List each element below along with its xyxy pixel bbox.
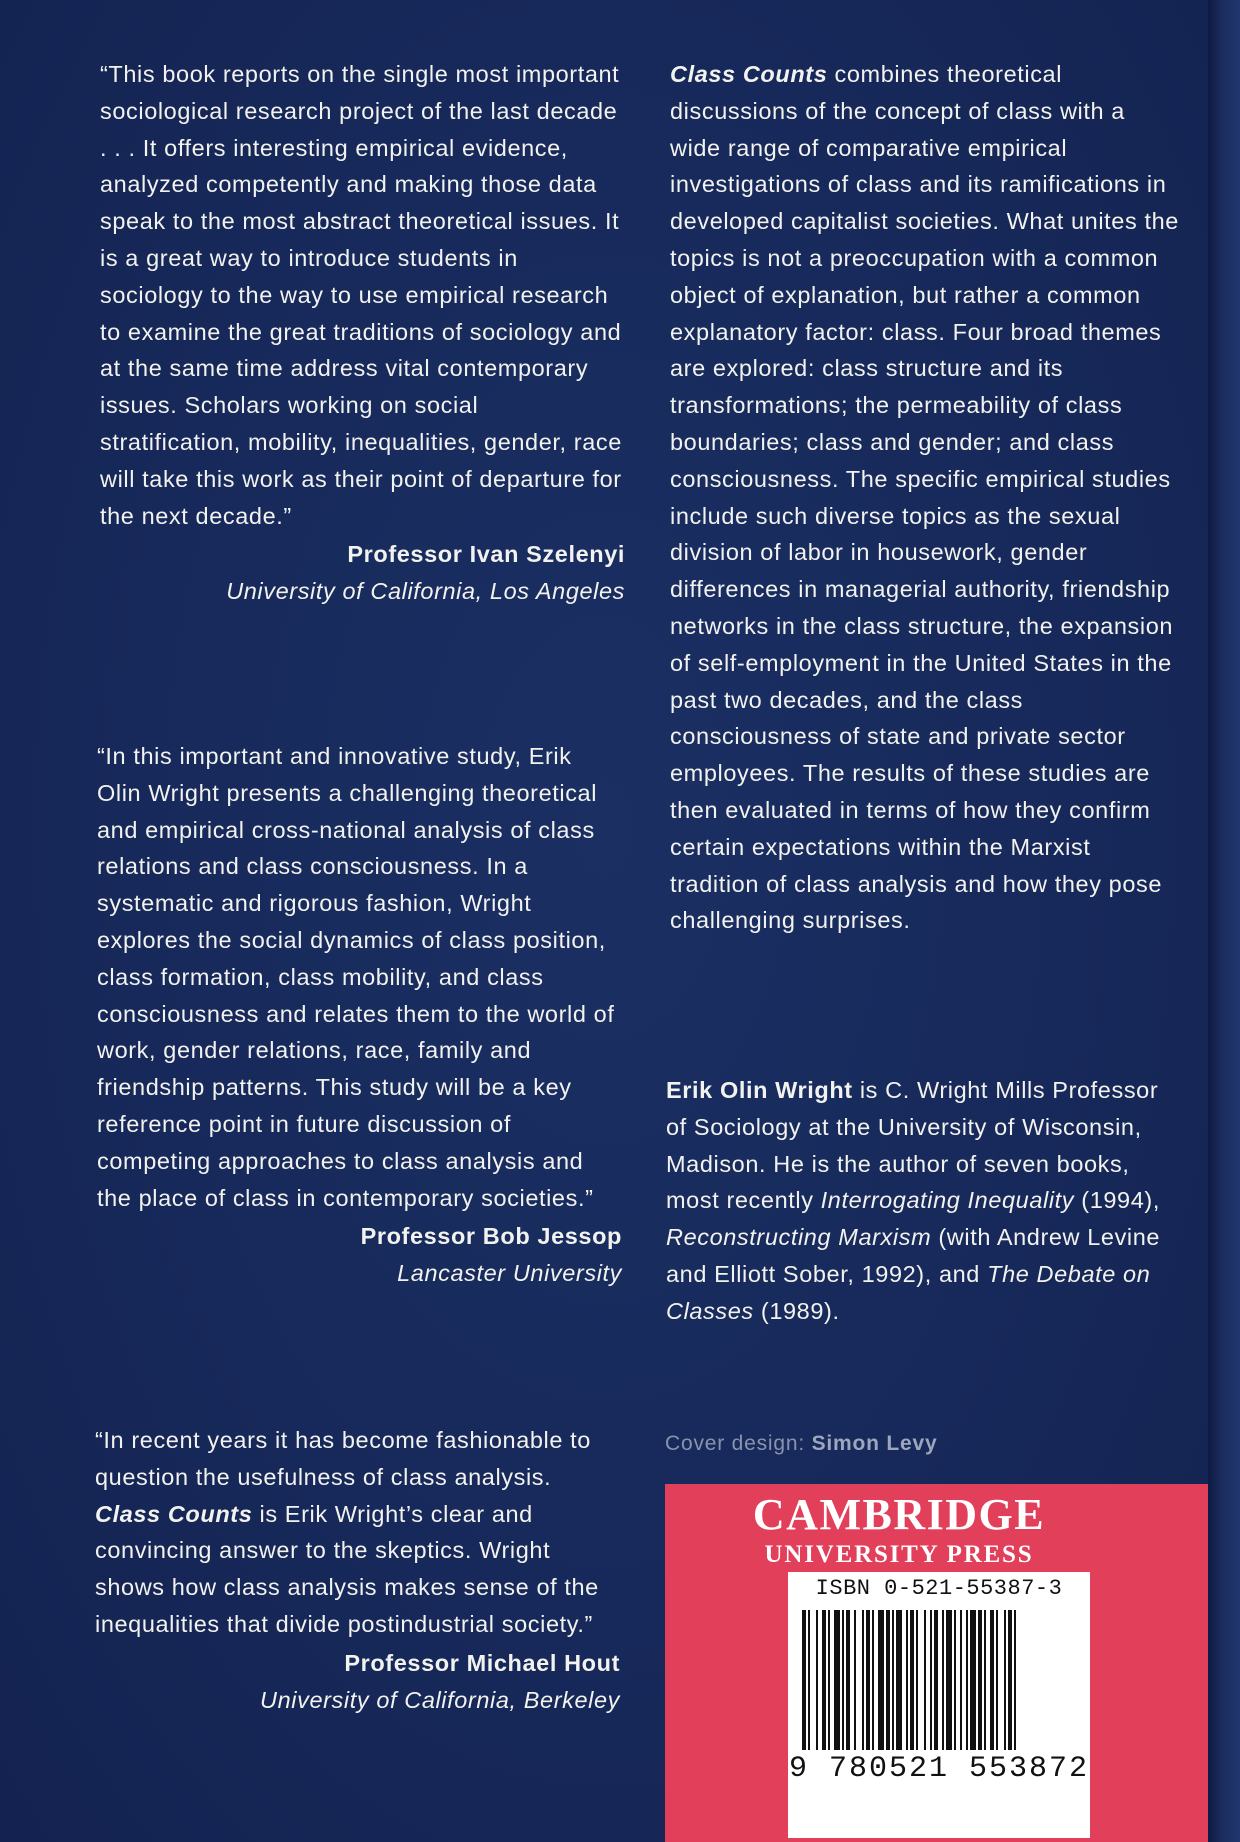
blurb-text: “In this important and innovative study, Erik Olin Wright presents a challenging theoretical and empirical cross-national analysis of class relations and class consciousness. In a systematic and rigorous fashion, Wright explores the social dynamics of class position, class formation, class mobility, and class consciousness and relates them to the world of work, gender relations, race, family and friendship patterns. This study will be a key reference point in future discussion of competing approaches to class analysis and the place of class in contemporary societies.” [97,743,615,1211]
blurb-text: “This book reports on the single most important sociological research project of the last decade . . . It offers interesting empirical evidence, analyzed competently and making those data speak to the most abstract theoretical issues. It is a great way to introduce students in sociology to the way to use empirical research to examine the great traditions of sociology and at the same time address vital contemporary issues. Scholars working on social stratification, mobility, inequalities, gender, race will take this work as their point of departure for the next decade.” [100,61,622,529]
barcode-bar [892,1610,894,1750]
barcode-bar [846,1610,850,1750]
barcode-bar [872,1610,874,1750]
publisher-panel [665,1484,1208,1842]
description-body: combines theoretical discussions of the concept of class with a wide range of comparative empirical investigations of class and its ramifications in developed capitalist societies. What unites the topics is not a preoccupation with a common object of explanation, but rather a common explanatory factor: class. Four broad themes are explored: class structure and its transformations; the permeability of class boundaries; class and gender; and class consciousness. The specific empirical studies include such diverse topics as the sexual division of labor in housework, gender differences in managerial authority, friendship networks in the class structure, the expansion of self-employment in the United States in the past two decades, and the class consciousness of state and private sector employees. The results of these studies are then evaluated in terms of how they confirm certain expectations within the Marxist tradition of class analysis and how they pose challenging surprises. [670,61,1179,934]
barcode-bar [960,1610,962,1750]
barcode-bar [854,1610,856,1750]
book-title: Reconstructing Marxism [666,1224,932,1251]
blurb-jessop [97,738,622,1292]
barcode-bar [996,1610,998,1750]
blurb-text [95,1422,620,1643]
barcode-bar [1008,1610,1012,1750]
blurb-text-end: is Erik Wright’s clear and convincing answer to the skeptics. Wright shows how class analysis makes sense of the inequalities that divide postindustrial society.” [95,1500,599,1637]
ean-number: 9 780521 553872 [788,1752,1090,1786]
barcode-bar [1004,1610,1006,1750]
bio-text: is C. Wright Mills Professor of Sociology at the University of Wisconsin, Madison. He is the author of seven books, most recently [666,1077,1159,1214]
barcode-bar [966,1610,968,1750]
barcode-icon [802,1610,1076,1750]
publisher-logo [665,1490,1085,1570]
barcode-bar [886,1610,890,1750]
bio-text: (1989). [753,1297,840,1324]
blurb-attribution [95,1645,620,1719]
barcode-bar [984,1610,986,1750]
reviewer-name: Professor Ivan Szelenyi [347,541,625,568]
barcode-bar [808,1610,810,1750]
reviewer-institution: Lancaster University [397,1260,622,1287]
book-description [670,56,1180,939]
publisher-name: CAMBRIDGE [752,1490,1046,1539]
barcode-bar [816,1610,818,1750]
publisher-subname: UNIVERSITY PRESS [764,1541,1034,1568]
barcode-bar [990,1610,994,1750]
barcode-bar [866,1610,870,1750]
reviewer-name: Professor Bob Jessop [360,1223,622,1250]
barcode-bar [924,1610,926,1750]
book-title: The Debate on Classes [666,1260,1151,1324]
blurb-szelenyi [100,56,625,610]
blurb-attribution [100,536,625,610]
barcode-bar [978,1610,982,1750]
barcode-bar [862,1610,864,1750]
bio-text: (with Andrew Levine and Elliott Sober, 1992), and [666,1224,1161,1287]
barcode-bar [934,1610,938,1750]
book-title: Class Counts [95,1500,253,1527]
author-bio [666,1072,1176,1330]
author-bio-text [666,1072,1176,1330]
reviewer-institution: University of California, Berkeley [260,1686,620,1713]
barcode-bar [822,1610,826,1750]
blurb-attribution [97,1218,622,1292]
barcode-bar [828,1610,830,1750]
barcode-bar [896,1610,902,1750]
barcode-bar [942,1610,944,1750]
barcode-bar [930,1610,932,1750]
barcode-label [788,1572,1090,1838]
barcode-bar [946,1610,952,1750]
barcode-bar [906,1610,908,1750]
barcode-bar [1014,1610,1016,1750]
book-title: Class Counts [670,61,828,87]
barcode-bar [802,1610,806,1750]
barcode-bar [954,1610,956,1750]
author-name: Erik Olin Wright [666,1077,853,1103]
blurb-hout [95,1422,620,1718]
cover-designer-name: Simon Levy [811,1432,938,1455]
description-text [670,56,1180,939]
isbn-number: ISBN 0-521-55387-3 [815,1576,1063,1601]
reviewer-name: Professor Michael Hout [344,1649,620,1676]
cover-design-credit [665,1432,937,1456]
barcode-bar [916,1610,918,1750]
barcode-bar [970,1610,976,1750]
cover-design-label: Cover design: [665,1432,805,1455]
barcode-bar [842,1610,844,1750]
barcode-bar [910,1610,914,1750]
bio-text: (1994), [1074,1187,1160,1214]
book-spine-edge [1208,0,1240,1842]
book-title: Interrogating Inequality [820,1187,1075,1214]
blurb-text-start: “In recent years it has become fashionable to question the usefulness of class analysis. [95,1427,591,1490]
barcode-bar [834,1610,840,1750]
reviewer-institution: University of California, Los Angeles [226,578,625,605]
barcode-bar [878,1610,884,1750]
